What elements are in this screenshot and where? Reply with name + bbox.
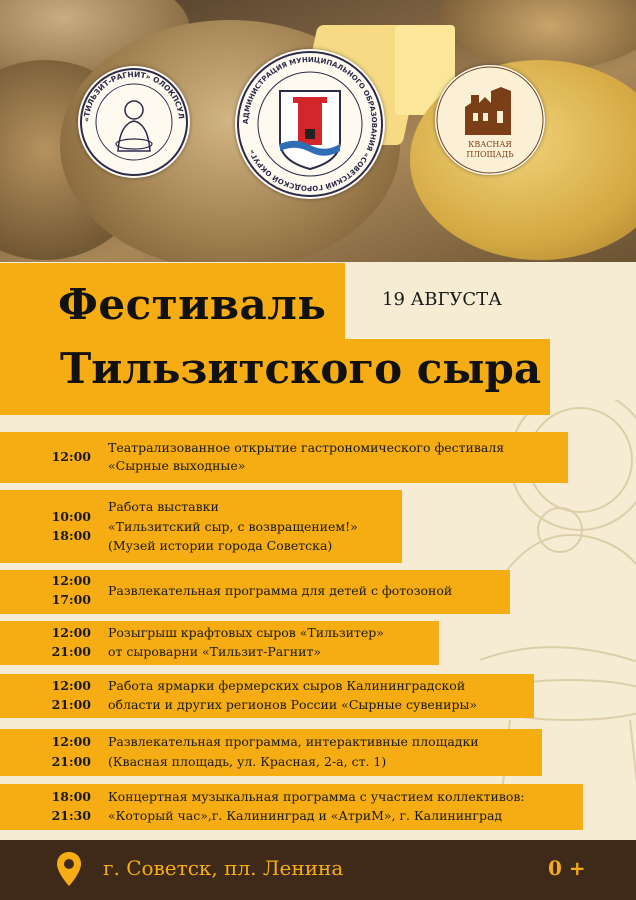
schedule-row <box>0 490 402 563</box>
schedule-desc: «Который час»,г. Калининград и «АтриМ», г. Калининград <box>108 808 503 823</box>
schedule-time: 12:00 <box>51 734 91 749</box>
schedule-time: 21:00 <box>51 644 91 659</box>
schedule-time: 18:00 <box>51 528 91 543</box>
schedule-row <box>0 570 510 614</box>
schedule-time: 21:00 <box>51 754 91 769</box>
schedule-desc: Работа ярмарки фермерских сыров Калининградской <box>108 678 466 693</box>
hero-photo <box>0 0 636 262</box>
logo1-ring-text: «ТИЛЬЗИТ-РАГНИТ» ОЛОКПСУЛ <box>81 69 186 123</box>
schedule-time: 21:00 <box>51 697 91 712</box>
schedule-time: 21:30 <box>51 808 91 823</box>
schedule-desc: области и других регионов России «Сырные сувениры» <box>108 697 478 712</box>
location-pin-icon <box>56 851 82 887</box>
schedule-time: 18:00 <box>51 789 91 804</box>
schedule-desc: (Музей истории города Советска) <box>108 538 333 553</box>
schedule-desc: (Квасная площадь, ул. Красная, 2-а, ст. 1) <box>108 754 387 769</box>
schedule-time: 12:00 <box>51 625 91 640</box>
event-date: 19 АВГУСТА <box>382 289 502 310</box>
kvasnaya-square-logo <box>435 65 545 175</box>
logo3-line2: ПЛОЩАДЬ <box>466 150 514 159</box>
schedule-desc: «Сырные выходные» <box>108 458 246 473</box>
schedule-time: 12:00 <box>51 449 91 464</box>
logo2-ring-text: АДМИНИСТРАЦИЯ МУНИЦИПАЛЬНОГО ОБРАЗОВАНИЯ «СОВЕТСКИЙ ГОРОДСКОЙ ОКРУГ» <box>241 55 379 193</box>
schedule-desc: Концертная музыкальная программа с участием коллективов: <box>108 789 525 804</box>
schedule-desc: Развлекательная программа, интерактивные площадки <box>108 734 479 749</box>
schedule-desc: Работа выставки <box>108 499 219 514</box>
schedule-row <box>0 621 439 665</box>
schedule-row <box>0 784 583 830</box>
schedule-desc: Театрализованное открытие гастрономического фестиваля <box>108 440 505 455</box>
schedule-row <box>0 674 534 718</box>
schedule-row <box>0 729 542 776</box>
schedule-time: 12:00 <box>51 678 91 693</box>
schedule-time: 12:00 <box>51 573 91 588</box>
cheesemaker-logo <box>78 66 190 178</box>
administration-logo <box>235 49 385 199</box>
logo3-line1: КВАСНАЯ <box>468 140 512 149</box>
schedule-time: 17:00 <box>51 592 91 607</box>
schedule-time: 10:00 <box>51 509 91 524</box>
schedule-desc: Развлекательная программа для детей с фотозоной <box>108 583 453 598</box>
schedule-desc: от сыроварни «Тильзит-Рагнит» <box>108 644 322 659</box>
event-location: г. Советск, пл. Ленина <box>103 856 344 880</box>
page-title-line1: Фестиваль <box>58 280 327 329</box>
page-title-line2: Тильзитского сыра <box>60 344 542 393</box>
age-rating: 0 + <box>548 856 586 880</box>
schedule-desc: «Тильзитский сыр, с возвращением!» <box>108 519 358 534</box>
schedule-desc: Розыгрыш крафтовых сыров «Тильзитер» <box>108 625 384 640</box>
schedule-row <box>0 432 568 483</box>
